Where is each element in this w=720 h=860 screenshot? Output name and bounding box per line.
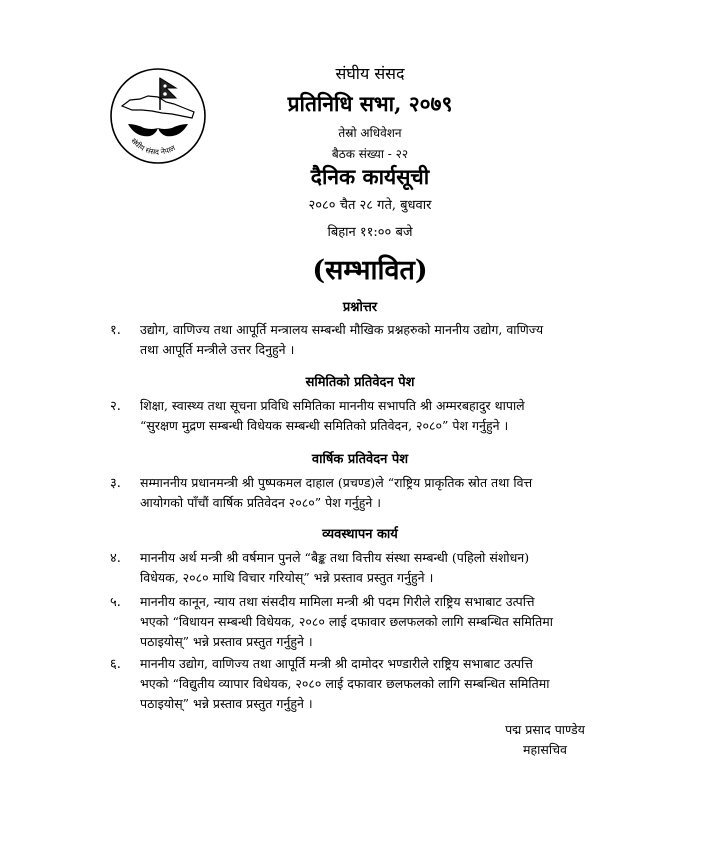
item-text (140, 654, 630, 714)
item-line: पठाइयोस्” भन्ने प्रस्ताव प्रस्तुत गर्नुहुने । (140, 696, 313, 711)
meeting-date: २०८० चैत २८ गते, बुधवार (308, 198, 432, 213)
item-line: पठाइयोस्” भन्ने प्रस्ताव प्रस्तुत गर्नुहुने । (140, 634, 313, 649)
item-line: भएको “विधायन सम्बन्धी विधेयक, २०८० लाई दफावार छलफलको लागि सम्बन्धित समितिमा (140, 614, 553, 629)
item-line: आयोगको पाँचौं वार्षिक प्रतिवेदन २०८०” पेश गर्नुहुने । (140, 495, 381, 510)
item-line: भएको “विद्युतीय व्यापार विधेयक, २०८० लाई दफावार छलफलको लागि सम्बन्धित समितिमा (140, 676, 550, 691)
item-line: उद्योग, वाणिज्य तथा आपूर्ति मन्त्रालय सम्बन्धी मौखिक प्रश्नहरुको माननीय उद्योग, वाणिज्य (140, 322, 544, 337)
item-text (140, 396, 630, 436)
section-title-questions: प्रश्नोत्तर (342, 300, 378, 315)
status-label: (सम्भावित) (312, 255, 428, 286)
org-name: संघीय संसद (335, 64, 405, 83)
item-number: ३. (110, 476, 121, 491)
item-line: तथा आपूर्ति मन्त्रीले उत्तर दिनुहुने । (140, 342, 295, 357)
item-text (140, 592, 630, 652)
agenda-title: दैनिक कार्यसूची (310, 164, 430, 189)
item-line: माननीय कानून, न्याय तथा संसदीय मामिला मन्त्री श्री पदम गिरीले राष्ट्रिय सभाबाट उत्पत्ति (140, 594, 535, 609)
item-line: शिक्षा, स्वास्थ्य तथा सूचना प्रविधि समितिका माननीय सभापति श्री अम्मरबहादुर थापाले (140, 398, 525, 413)
item-line: माननीय उद्योग, वाणिज्य तथा आपूर्ति मन्त्री श्री दामोदर भण्डारीले राष्ट्रिय सभाबाट उत्पत्ति (140, 656, 533, 671)
item-line: विधेयक, २०८० माथि विचार गरियोस्” भन्ने प्रस्ताव प्रस्तुत गर्नुहुने । (140, 570, 434, 585)
item-text (140, 320, 630, 360)
item-number: २. (110, 399, 121, 414)
signatory-title: महासचिव (523, 742, 567, 757)
item-number: ५. (110, 595, 121, 610)
item-text (140, 548, 630, 588)
svg-text:संघीय संसद नेपाल (129, 136, 177, 156)
house-title: प्रतिनिधि सभा, २०७९ (287, 91, 453, 116)
section-title-annual-report: वार्षिक प्रतिवेदन पेश (311, 452, 409, 467)
sitting-number: बैठक संख्या - २२ (331, 147, 409, 161)
signatory-name: पद्म प्रसाद पाण्डेय (505, 722, 585, 737)
item-line: सम्माननीय प्रधानमन्त्री श्री पुष्पकमल दाहाल (प्रचण्ड)ले “राष्ट्रिय प्राकृतिक स्रोत तथा वित्त (140, 475, 533, 490)
logo-ring-text: संघीय संसद नेपाल (129, 136, 177, 157)
item-number: १. (110, 323, 121, 338)
meeting-time: बिहान ११:०० बजे (327, 225, 413, 240)
item-number: ४. (110, 551, 121, 566)
item-line: “सुरक्षण मुद्रण सम्बन्धी विधेयक सम्बन्धी समितिको प्रतिवेदन, २०८०” पेश गर्नुहुने । (140, 418, 509, 433)
parliament-logo (108, 66, 208, 166)
item-line: माननीय अर्थ मन्त्री श्री वर्षमान पुनले “बैङ्क तथा वित्तीय संस्था सम्बन्धी (पहिलो संशोधन) (140, 550, 530, 565)
item-text (140, 473, 630, 513)
section-title-legislative-business: व्यवस्थापन कार्य (322, 527, 398, 542)
item-number: ६. (110, 657, 121, 672)
session-label: तेस्रो अधिवेशन (338, 126, 402, 140)
parliament-emblem-icon (108, 66, 208, 166)
section-title-committee-report: समितिको प्रतिवेदन पेश (305, 375, 415, 390)
